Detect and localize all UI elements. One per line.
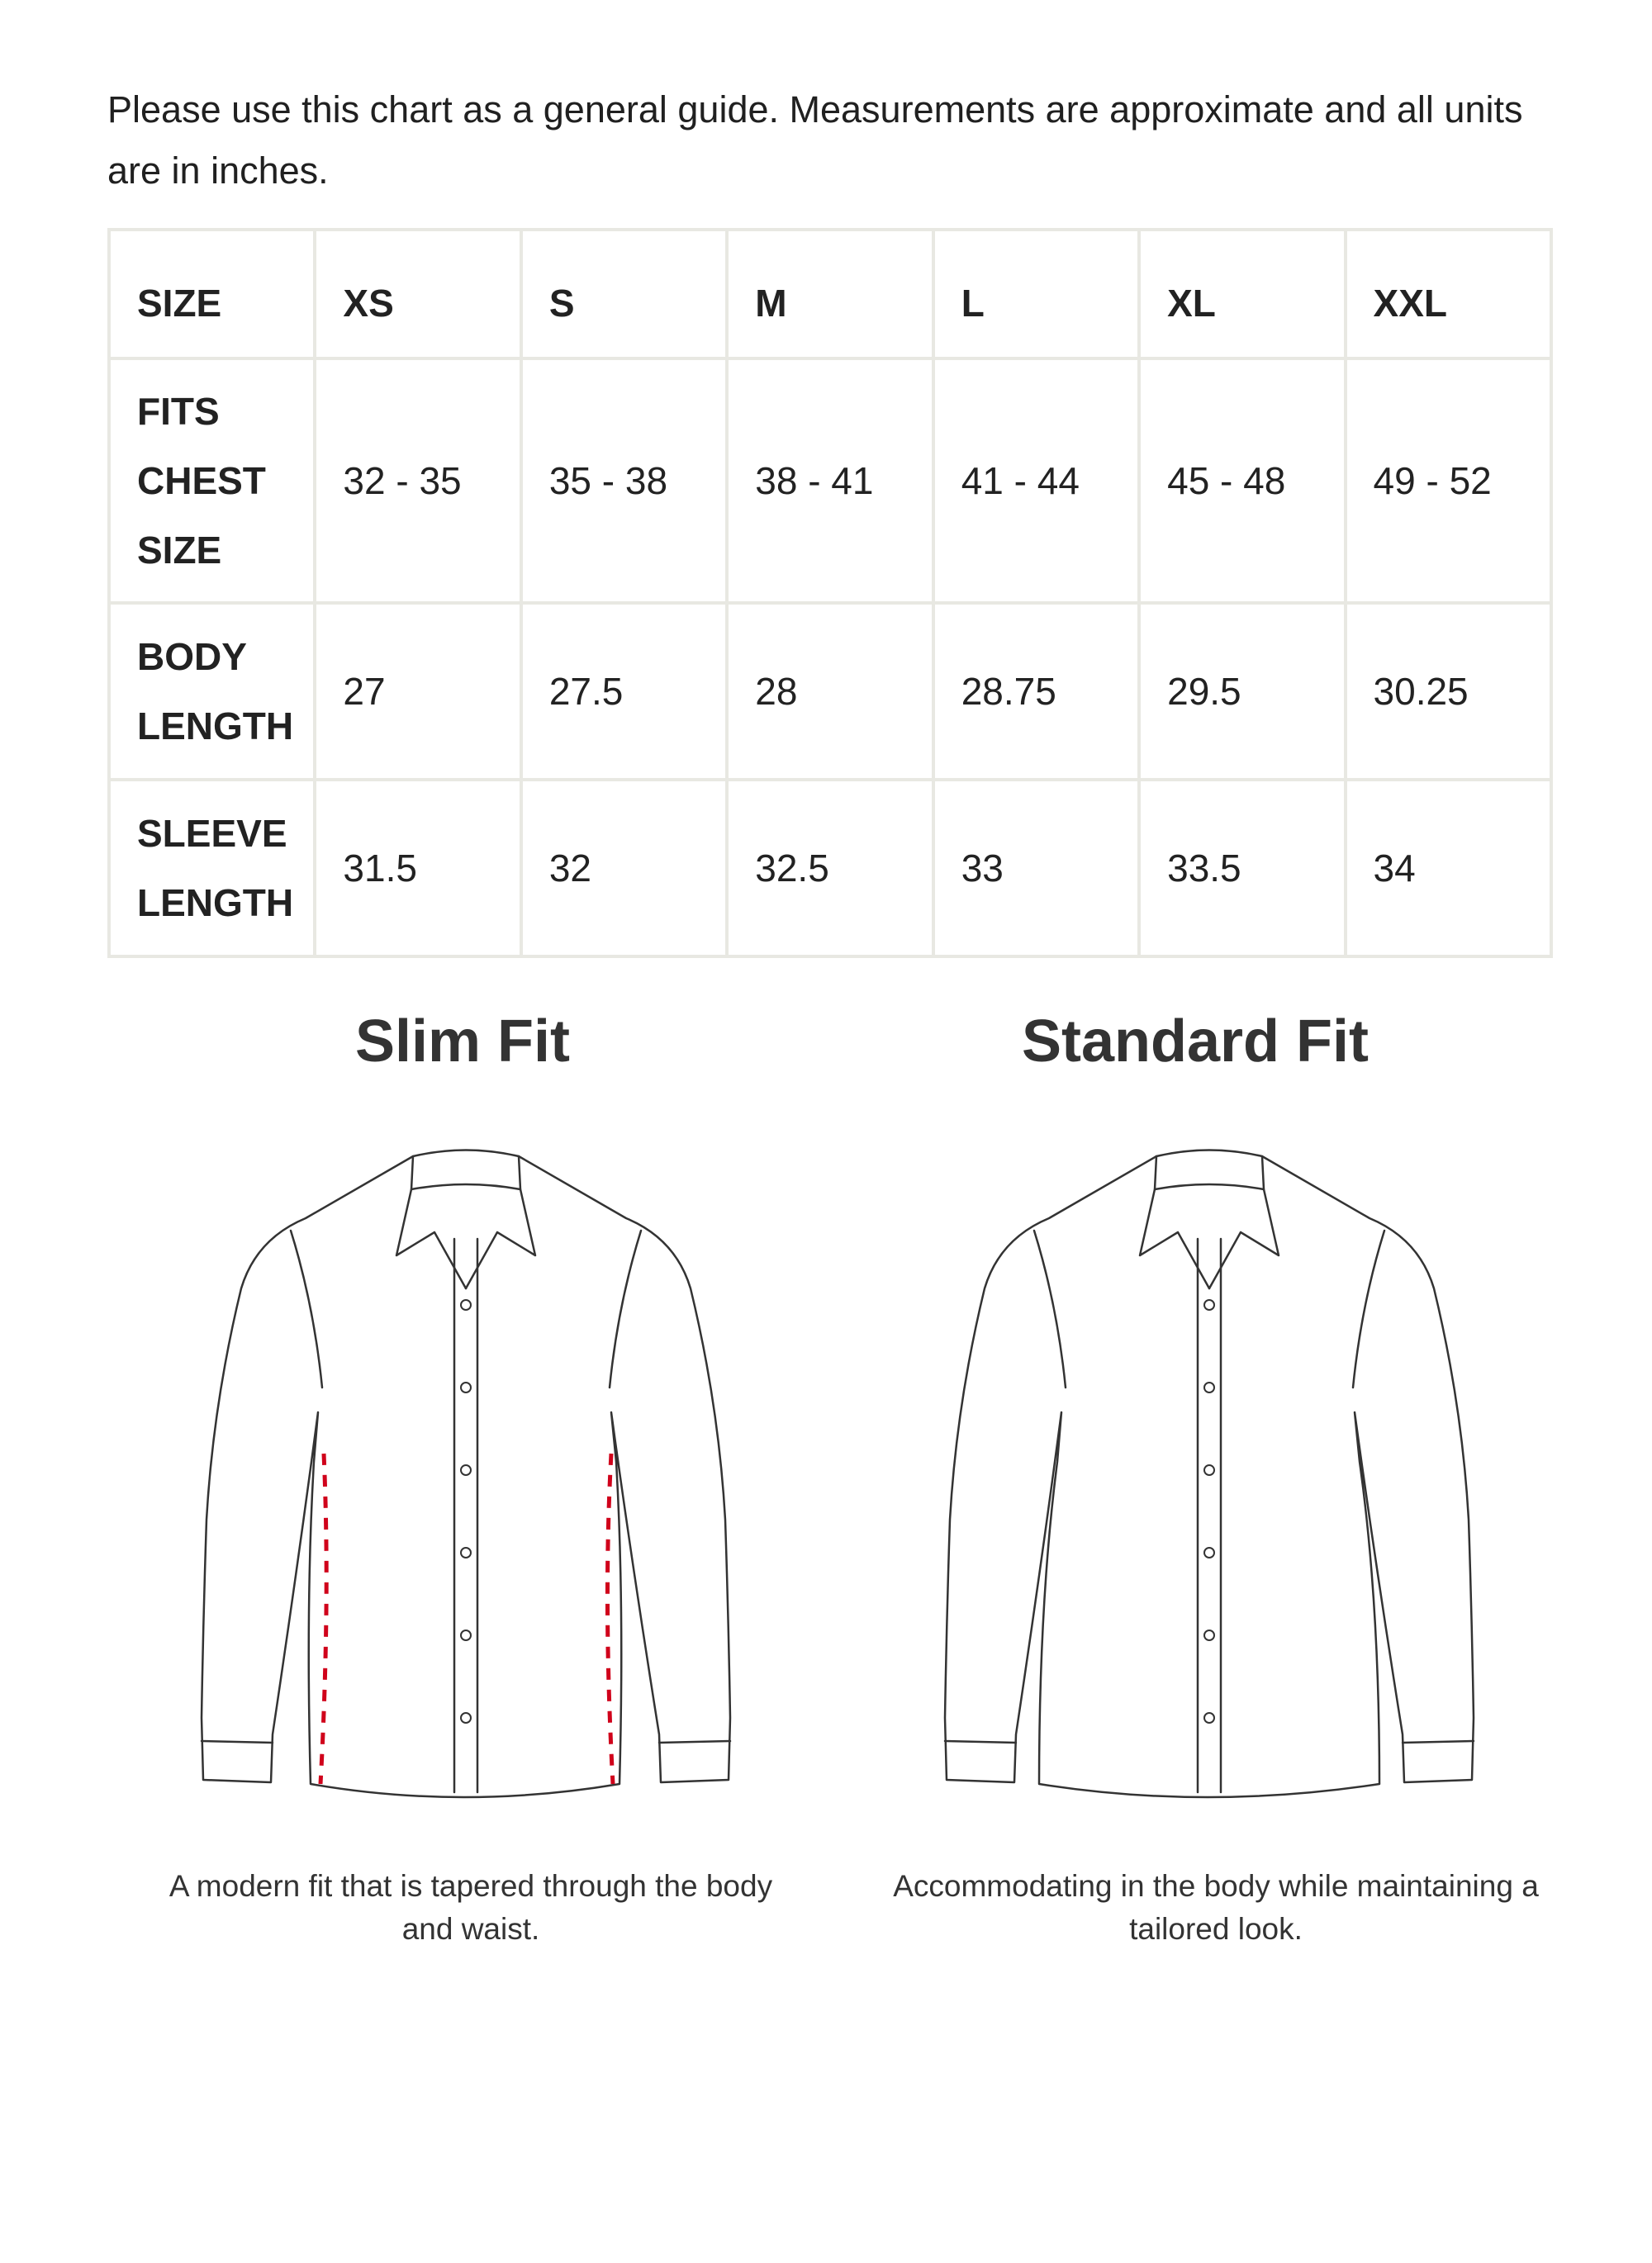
cell: 33 <box>933 780 1139 956</box>
row-label-line: SIZE <box>137 529 222 572</box>
size-chart-table <box>107 228 1553 958</box>
cell: 35 - 38 <box>521 358 727 603</box>
row-label-line: LENGTH <box>137 705 294 747</box>
cell: 28.75 <box>933 603 1139 780</box>
header-xs: XS <box>315 230 520 358</box>
row-label-chest <box>109 358 315 603</box>
table-row-body-length <box>109 603 1551 780</box>
header-size: SIZE <box>109 230 315 358</box>
header-xl: XL <box>1139 230 1345 358</box>
cell: 28 <box>727 603 933 780</box>
table-row-sleeve-length <box>109 780 1551 956</box>
table-row-chest <box>109 358 1551 603</box>
intro-text: Please use this chart as a general guide. Measurements are approximate and all units are in inches. <box>107 88 1523 192</box>
standard-fit-title: Standard Fit <box>1021 1008 1369 1075</box>
header-xxl: XXL <box>1346 230 1551 358</box>
cell: 31.5 <box>315 780 520 956</box>
cell: 49 - 52 <box>1346 358 1551 603</box>
cell: 45 - 48 <box>1139 358 1345 603</box>
slim-fit-description: A modern fit that is tapered through the body and waist. <box>169 1869 773 1946</box>
standard-fit-shirt-illustration <box>933 1140 1495 1817</box>
row-label-line: BODY <box>137 635 247 678</box>
cell: 38 - 41 <box>727 358 933 603</box>
cell: 32.5 <box>727 780 933 956</box>
header-m: M <box>727 230 933 358</box>
row-label-line: FITS <box>137 390 220 433</box>
row-label-line: SLEEVE <box>137 812 287 855</box>
row-label-line: CHEST <box>137 459 266 502</box>
cell: 29.5 <box>1139 603 1345 780</box>
table-header-row <box>109 230 1551 358</box>
cell: 33.5 <box>1139 780 1345 956</box>
header-s: S <box>521 230 727 358</box>
cell: 27 <box>315 603 520 780</box>
cell: 32 <box>521 780 727 956</box>
cell: 30.25 <box>1346 603 1551 780</box>
standard-fit-description: Accommodating in the body while maintaining a tailored look. <box>893 1869 1539 1946</box>
cell: 34 <box>1346 780 1551 956</box>
slim-fit-title: Slim Fit <box>354 1008 570 1075</box>
cell: 32 - 35 <box>315 358 520 603</box>
slim-fit-shirt-illustration <box>190 1140 752 1817</box>
row-label-body-length <box>109 603 315 780</box>
row-label-sleeve-length <box>109 780 315 956</box>
row-label-line: LENGTH <box>137 881 294 924</box>
cell: 27.5 <box>521 603 727 780</box>
taper-lines <box>320 1454 613 1784</box>
header-l: L <box>933 230 1139 358</box>
cell: 41 - 44 <box>933 358 1139 603</box>
